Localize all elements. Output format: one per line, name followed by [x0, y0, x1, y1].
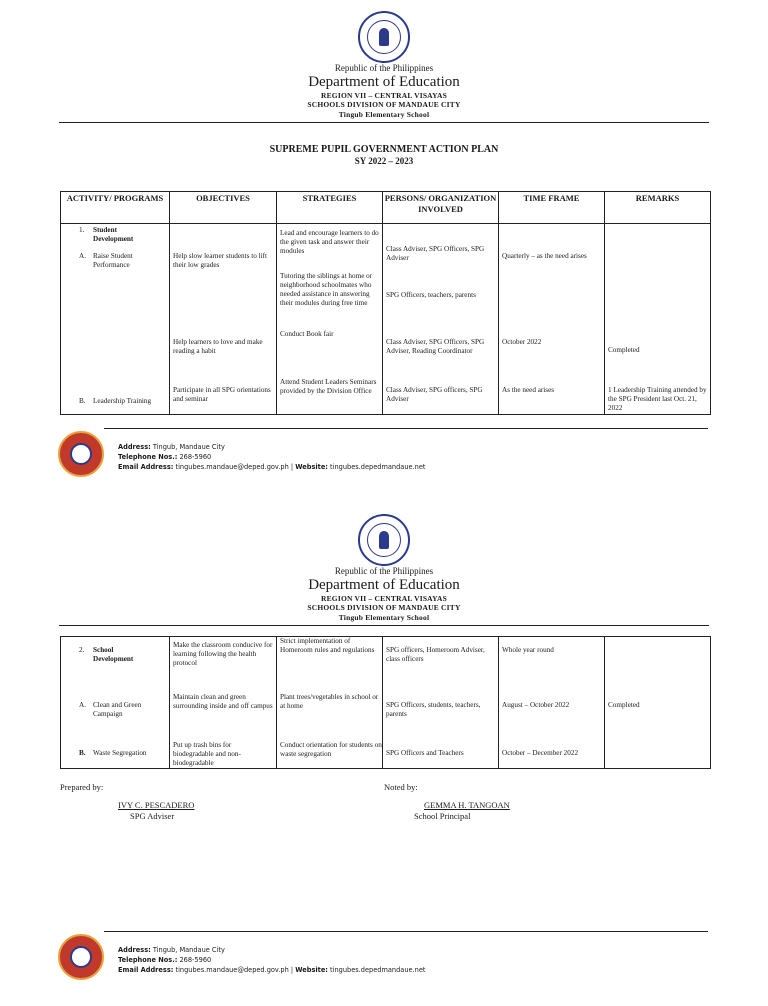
strategies-cell — [277, 637, 383, 769]
persons-text: SPG Officers, teachers, parents — [386, 291, 476, 299]
action-plan-table-page1 — [60, 191, 711, 415]
persons-text: SPG Officers and Teachers — [386, 749, 464, 757]
address-value: Tingub, Mandaue City — [152, 946, 225, 954]
time-text: Quarterly – as the need arises — [502, 252, 587, 260]
document-title: SUPREME PUPIL GOVERNMENT ACTION PLAN — [269, 144, 499, 155]
region-line: REGION VII – CENTRAL VISAYAS — [320, 594, 448, 603]
remarks-cell — [605, 637, 711, 769]
school-logo-icon — [58, 431, 104, 477]
footer-address — [118, 443, 225, 451]
persons-text: SPG officers, Homeroom Adviser, class officers — [386, 646, 485, 663]
division-line: SCHOOLS DIVISION OF MANDAUE CITY — [307, 100, 461, 109]
objective-text: Put up trash bins for biodegradable and non-biodegradable — [173, 741, 241, 767]
email-label: Email Address: — [118, 966, 174, 974]
strategy-text: Conduct Book fair — [280, 330, 334, 338]
item-title: Waste Segregation — [93, 749, 147, 757]
school-line: Tingub Elementary School — [338, 110, 430, 119]
time-text: Whole year round — [502, 646, 554, 654]
website-value[interactable]: tingubes.depedmandaue.net — [330, 966, 426, 974]
department-name: Department of Education — [308, 74, 460, 90]
section-number: 2. — [79, 646, 85, 654]
email-label: Email Address: — [118, 463, 174, 471]
division-line: SCHOOLS DIVISION OF MANDAUE CITY — [307, 603, 461, 612]
header-divider — [59, 122, 709, 123]
item-letter: A. — [79, 701, 86, 709]
phone-value: 268-5960 — [179, 453, 212, 461]
time-text: October 2022 — [502, 338, 542, 346]
footer-phone — [118, 453, 211, 461]
prepared-by-role: SPG Adviser — [130, 811, 175, 821]
strategy-text: Plant trees/vegetables in school or at home — [280, 693, 379, 710]
republic-line: Republic of the Philippines — [334, 63, 434, 73]
section-title: School Development — [93, 646, 134, 663]
separator: | — [290, 966, 294, 974]
time-frame-cell — [499, 637, 605, 769]
objective-text: Help learners to love and make reading a habit — [173, 338, 263, 355]
remarks-text: Completed — [608, 701, 640, 709]
deped-seal-icon — [358, 11, 410, 63]
time-text: October – December 2022 — [502, 749, 579, 757]
footer-divider — [104, 428, 708, 429]
address-value: Tingub, Mandaue City — [152, 443, 225, 451]
header-divider — [59, 625, 709, 626]
strategy-text: Tutoring the siblings at home or neighborhood schoolmates who needed assistance in answering their modules during free time — [280, 272, 373, 307]
objectives-cell — [170, 637, 277, 769]
remarks-text: 1 Leadership Training attended by the SPG President last Oct. 21, 2022 — [608, 386, 707, 412]
objective-text: Make the classroom conducive for learning following the health protocol — [173, 641, 273, 667]
strategies-cell — [277, 224, 383, 415]
remarks-text: Completed — [608, 346, 640, 354]
header-objectives: OBJECTIVES — [170, 192, 277, 224]
footer-email — [118, 463, 425, 471]
persons-cell — [383, 637, 499, 769]
prepared-by-name: IVY C. PESCADERO — [118, 800, 195, 810]
header-remarks: REMARKS — [605, 192, 711, 224]
school-year: SY 2022 – 2023 — [354, 156, 414, 166]
phone-value: 268-5960 — [179, 956, 212, 964]
item-title: Clean and Green Campaign — [93, 701, 142, 718]
persons-text: Class Adviser, SPG officers, SPG Adviser — [386, 386, 483, 403]
strategy-text: Conduct orientation for students on waste segregation — [280, 741, 382, 758]
website-label: Website: — [295, 463, 328, 471]
address-label: Address: — [118, 946, 151, 954]
school-logo-icon — [58, 934, 104, 980]
strategy-text: Attend Student Leaders Seminars provided by the Division Office — [280, 378, 377, 395]
item-title: Raise Student Performance — [93, 252, 133, 269]
strategy-text: Lead and encourage learners to do the given task and answer their modules — [280, 229, 379, 255]
objective-text: Help slow learner students to lift their low grades — [173, 252, 268, 269]
persons-text: Class Adviser, SPG Officers, SPG Adviser — [386, 245, 485, 262]
section-title: Student Development — [93, 226, 134, 243]
action-plan-table-page2 — [60, 636, 711, 769]
deped-seal-icon — [358, 514, 410, 566]
phone-label: Telephone Nos.: — [118, 453, 178, 461]
objective-text: Maintain clean and green surrounding inside and off campus — [173, 693, 273, 710]
address-label: Address: — [118, 443, 151, 451]
item-title: Leadership Training — [93, 397, 152, 405]
prepared-by-label: Prepared by: — [60, 782, 104, 792]
objectives-cell — [170, 224, 277, 415]
footer-phone — [118, 956, 211, 964]
footer-address — [118, 946, 225, 954]
item-letter: B. — [79, 397, 86, 405]
republic-line: Republic of the Philippines — [334, 566, 434, 576]
school-line: Tingub Elementary School — [338, 613, 430, 622]
time-text: As the need arises — [502, 386, 555, 394]
website-value[interactable]: tingubes.depedmandaue.net — [330, 463, 426, 471]
time-text: August – October 2022 — [502, 701, 570, 709]
activity-cell — [61, 637, 170, 769]
region-line: REGION VII – CENTRAL VISAYAS — [320, 91, 448, 100]
footer-email — [118, 966, 425, 974]
footer-divider — [104, 931, 708, 932]
noted-by-role: School Principal — [414, 811, 471, 821]
header-activity: ACTIVITY/ PROGRAMS — [61, 192, 170, 224]
header-strategies: STRATEGIES — [277, 192, 383, 224]
time-frame-cell — [499, 224, 605, 415]
email-value[interactable]: tingubes.mandaue@deped.gov.ph — [175, 463, 289, 471]
item-letter: B. — [79, 749, 86, 757]
persons-text: SPG Officers, students, teachers, parents — [386, 701, 481, 718]
persons-cell — [383, 224, 499, 415]
noted-by-name: GEMMA H. TANGOAN — [424, 800, 510, 810]
remarks-cell — [605, 224, 711, 415]
section-number: 1. — [79, 226, 85, 234]
phone-label: Telephone Nos.: — [118, 956, 178, 964]
email-value[interactable]: tingubes.mandaue@deped.gov.ph — [175, 966, 289, 974]
objective-text: Participate in all SPG orientations and seminar — [173, 386, 271, 403]
activity-cell — [61, 224, 170, 415]
department-name: Department of Education — [308, 577, 460, 593]
item-letter: A. — [79, 252, 86, 260]
website-label: Website: — [295, 966, 328, 974]
noted-by-label: Noted by: — [384, 782, 418, 792]
header-time-frame: TIME FRAME — [499, 192, 605, 224]
separator: | — [290, 463, 294, 471]
strategy-text: Strict implementation of Homeroom rules and regulations — [280, 637, 375, 654]
persons-text: Class Adviser, SPG Officers, SPG Adviser, Reading Coordinator — [386, 338, 485, 355]
header-persons: PERSONS/ ORGANIZATION INVOLVED — [383, 192, 499, 224]
